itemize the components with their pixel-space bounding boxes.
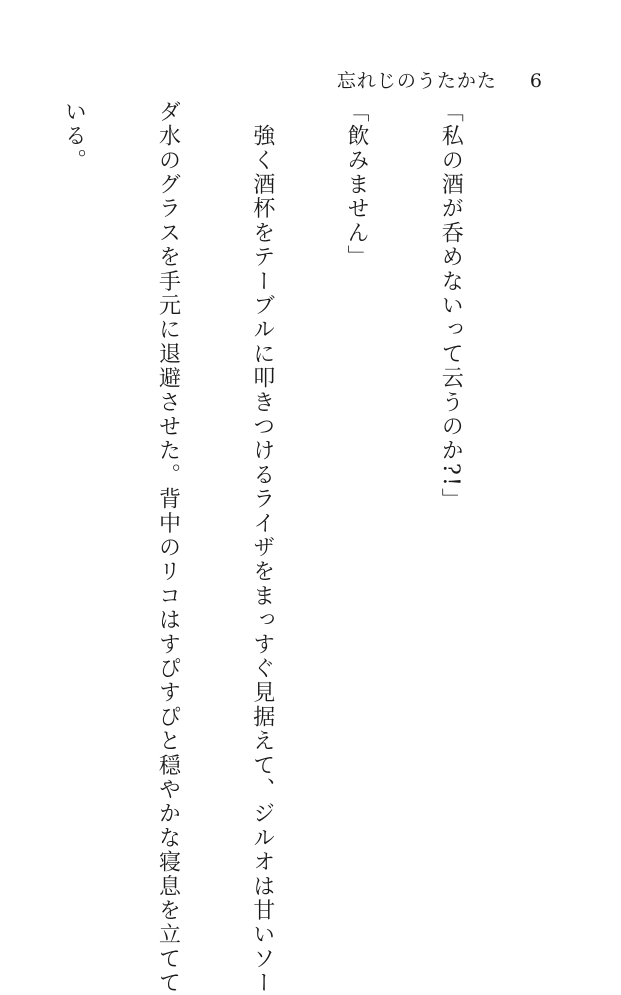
text-line: 強く酒杯をテーブルに叩きつけるライザをまっすぐ見据えて、ジルオは甘いソー: [249, 100, 275, 995]
text-line: 「私の酒が呑めないって云うのか?!」: [438, 100, 464, 513]
text-line: 「飲みません」: [343, 100, 369, 270]
text-line: ダ水のグラスを手元に退避させた。背中のリコはすぴすぴと穏やかな寝息を立てて: [155, 100, 181, 995]
text-line: いる。: [61, 100, 87, 173]
book-title: 忘れじのうたかた: [336, 70, 497, 92]
page-number: 6: [529, 70, 543, 92]
vertical-body-text: [61, 100, 529, 995]
running-header: [337, 66, 543, 93]
